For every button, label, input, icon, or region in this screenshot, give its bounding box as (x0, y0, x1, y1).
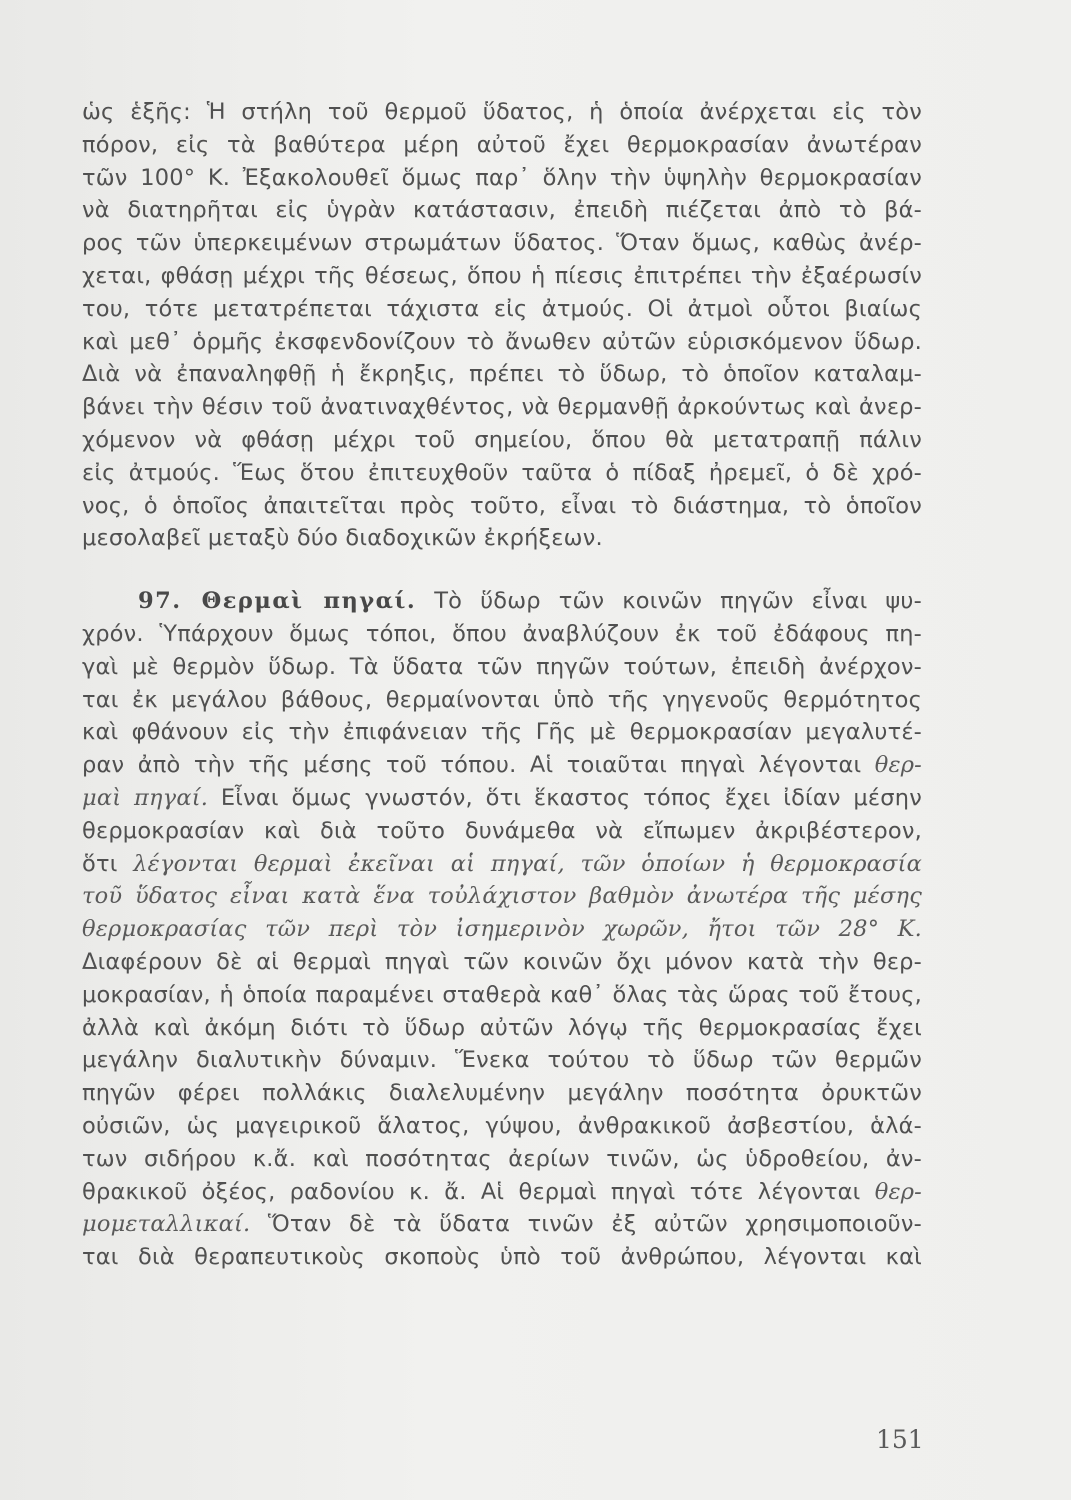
paragraph-2 (82, 585, 922, 1274)
text-line: τῶν 100° Κ. Ἐξακολουθεῖ ὅμως παρ᾽ ὅλην τὴν ὑψηλὴν θερμοκρασίαν (82, 164, 922, 191)
text-line: ὡς ἑξῆς: Ἡ στήλη τοῦ θερμοῦ ὕδατος, ἡ ὁποία ἀνέρχεται εἰς τὸν (82, 99, 922, 125)
text-line: ρος τῶν ὑπερκειμένων στρωμάτων ὕδατος. Ὅταν ὅμως, καθὼς ἀνέρ- (82, 230, 922, 257)
page-number: 151 (876, 1425, 924, 1454)
italic-term: θερ- (874, 752, 922, 779)
italic-definition: λέγονται θερμαὶ ἐκεῖναι αἱ πηγαί, τῶν ὁποίων ἡ θερμοκρασία (133, 850, 922, 877)
text-span: θρακικοῦ ὀξέος, ραδονίου κ. ἄ. Αἱ θερμαὶ πηγαὶ τότε λέγονται (82, 1178, 875, 1205)
text-span: Εἶναι ὅμως γνωστόν, ὅτι ἕκαστος τόπος ἔχει ἰδίαν μέσην (208, 784, 922, 811)
paragraph-1 (82, 96, 922, 555)
text-line: ἀλλὰ καὶ ἀκόμη διότι τὸ ὕδωρ αὐτῶν λόγῳ τῆς θερμοκρασίας ἔχει (82, 1014, 922, 1041)
italic-definition-line: τοῦ ὕδατος εἶναι κατὰ ἕνα τοὐλάχιστον βαθμὸν ἀνωτέρα τῆς μέσης (82, 883, 922, 910)
text-line: θερμοκρασίαν καὶ διὰ τοῦτο δυνάμεθα νὰ εἴπωμεν ἀκριβέστερον, (82, 817, 922, 844)
text-line: πόρον, εἰς τὰ βαθύτερα μέρη αὐτοῦ ἔχει θερμοκρασίαν ἀνωτέραν (82, 131, 922, 158)
text-line: μεσολαβεῖ μεταξὺ δύο διαδοχικῶν ἐκρήξεων. (82, 525, 603, 552)
text-span: ραν ἀπὸ τὴν τῆς μέσης τοῦ τόπου. Αἱ τοιαῦται πηγαὶ λέγονται (82, 752, 875, 779)
text-line: του, τότε μετατρέπεται τάχιστα εἰς ἀτμούς. Οἱ ἀτμοὶ οὗτοι βιαίως (82, 295, 922, 322)
italic-term: μαὶ πηγαί. (82, 784, 209, 811)
text-line (82, 848, 922, 881)
text-line (82, 782, 922, 815)
text-span: Τὸ ὕδωρ τῶν κοινῶν πηγῶν εἶναι ψυ- (434, 588, 922, 615)
text-line: των σιδήρου κ.ἄ. καὶ ποσότητας ἀερίων τινῶν, ὡς ὑδροθείου, ἀν- (82, 1145, 922, 1172)
text-line: γαὶ μὲ θερμὸν ὕδωρ. Τὰ ὕδατα τῶν πηγῶν τούτων, ἐπειδὴ ἀνέρχον- (82, 653, 922, 680)
italic-definition-line: θερμοκρασίας τῶν περὶ τὸν ἰσημερινὸν χωρῶν, ἤτοι τῶν 28° Κ. (82, 916, 922, 943)
text-line: Διὰ νὰ ἐπαναληφθῇ ἡ ἔκρηξις, πρέπει τὸ ὕδωρ, τὸ ὁποῖον καταλαμ- (82, 361, 922, 388)
text-line: καὶ μεθ᾽ ὁρμῆς ἐκσφενδονίζουν τὸ ἄνωθεν αὐτῶν εὑρισκόμενον ὕδωρ. (82, 328, 922, 355)
text-line: πηγῶν φέρει πολλάκις διαλελυμένην μεγάλην ποσότητα ὀρυκτῶν (82, 1080, 922, 1107)
text-line: μεγάλην διαλυτικὴν δύναμιν. Ἕνεκα τούτου τὸ ὕδωρ τῶν θερμῶν (82, 1047, 922, 1074)
text-line: χρόν. Ὑπάρχουν ὅμως τόποι, ὅπου ἀναβλύζουν ἐκ τοῦ ἐδάφους πη- (82, 620, 922, 647)
text-line: οὐσιῶν, ὡς μαγειρικοῦ ἅλατος, γύψου, ἀνθρακικοῦ ἀσβεστίου, ἁλά- (82, 1112, 922, 1139)
text-line (82, 1208, 922, 1241)
text-line: εἰς ἀτμούς. Ἕως ὅτου ἐπιτευχθοῦν ταῦτα ὁ πίδαξ ἠρεμεῖ, ὁ δὲ χρό- (82, 459, 922, 486)
text-line: μοκρασίαν, ἡ ὁποία παραμένει σταθερὰ καθ᾽ ὅλας τὰς ὥρας τοῦ ἔτους, (82, 981, 922, 1008)
italic-term: μομεταλλικαί. (82, 1211, 251, 1238)
text-line: ται διὰ θεραπευτικοὺς σκοποὺς ὑπὸ τοῦ ἀνθρώπου, λέγονται καὶ (82, 1244, 922, 1271)
text-line (82, 1176, 922, 1209)
text-span: ὅτι (82, 850, 134, 877)
text-line: ται ἐκ μεγάλου βάθους, θερμαίνονται ὑπὸ τῆς γηγενοῦς θερμότητος (82, 686, 922, 713)
text-line (82, 585, 922, 618)
section-heading: 97. Θερμαὶ πηγαί. (138, 588, 417, 615)
text-line: Διαφέρουν δὲ αἱ θερμαὶ πηγαὶ τῶν κοινῶν ὄχι μόνον κατὰ τὴν θερ- (82, 948, 922, 975)
text-line: νος, ὁ ὁποῖος ἀπαιτεῖται πρὸς τοῦτο, εἶναι τὸ διάστημα, τὸ ὁποῖον (82, 492, 922, 519)
paragraph-gap (82, 555, 922, 585)
text-block (82, 96, 922, 1274)
text-line: καὶ φθάνουν εἰς τὴν ἐπιφάνειαν τῆς Γῆς μὲ θερμοκρασίαν μεγαλυτέ- (82, 719, 922, 746)
italic-term: θερ- (874, 1178, 922, 1205)
text-line: χόμενον νὰ φθάσῃ μέχρι τοῦ σημείου, ὅπου θὰ μετατραπῇ πάλιν (82, 426, 922, 453)
text-line: χεται, φθάσῃ μέχρι τῆς θέσεως, ὅπου ἡ πίεσις ἐπιτρέπει τὴν ἐξαέρωσίν (82, 262, 922, 289)
text-span: Ὅταν δὲ τὰ ὕδατα τινῶν ἐξ αὐτῶν χρησιμοποιοῦν- (250, 1211, 922, 1238)
text-line (82, 749, 922, 782)
text-line: βάνει τὴν θέσιν τοῦ ἀνατιναχθέντος, νὰ θερμανθῇ ἀρκούντως καὶ ἀνερ- (82, 394, 922, 421)
text-line: νὰ διατηρῆται εἰς ὑγρὰν κατάστασιν, ἐπειδὴ πιέζεται ἀπὸ τὸ βά- (82, 197, 922, 224)
